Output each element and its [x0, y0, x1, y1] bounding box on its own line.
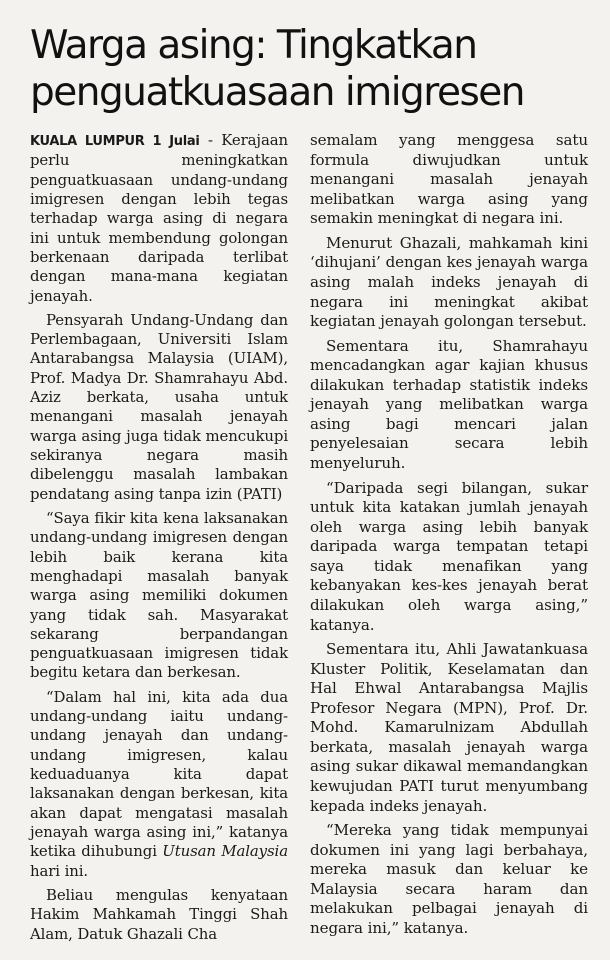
paragraph-text: Menurut Ghazali, mahkamah kini ‘dihujani’ dengan kes jenayah warga asing malah indeks jenayah di negara ini meningkat akibat kegiatan jenayah golongan tersebut. [310, 233, 588, 331]
article-column-right [310, 131, 588, 944]
paragraph-text: “Daripada segi bilangan, sukar untuk kita katakan jumlah jenayah oleh warga asing lebih banyak daripada warga tempatan tetapi saya tidak menafikan yang kebanyakan kes-kes jenayah berat dilakukan oleh warga asing,” katanya. [310, 478, 588, 634]
paragraph [310, 821, 588, 938]
article-column-left [30, 131, 288, 949]
newspaper-name: Utusan Malaysia [162, 842, 288, 861]
paragraph [310, 337, 588, 474]
headline-line-1: Warga asing: Tingkatkan [30, 23, 477, 68]
headline-line-2: penguatkuasaan imigresen [30, 70, 524, 115]
paragraph [310, 479, 588, 636]
paragraph-text: - Kerajaan perlu meningkatkan penguatkuasaan undang-undang imigresen dengan lebih tegas terhadap warga asing di negara ini untuk membendung golongan berkenaan daripada terlibat dengan mana-mana kegiatan jenayah. [30, 131, 288, 305]
paragraph-text: Pensyarah Undang-Undang dan Perlembagaan, Universiti Islam Antarabangsa Malaysia (UIAM), Prof. Madya Dr. Shamrahayu Abd. Aziz berkata, usaha untuk menangani masalah jenayah warga asing juga tidak mencukupi sekiranya negara masih dibelenggu masalah lambakan pendatang asing tanpa izin (PATI) [30, 310, 288, 503]
paragraph-text: semalam yang menggesa satu formula diwujudkan untuk menangani masalah jenayah melibatkan warga asing yang semakin meningkat di negara ini. [310, 131, 588, 228]
paragraph [30, 509, 288, 683]
paragraph [30, 311, 288, 504]
dateline: KUALA LUMPUR 1 Julai [30, 134, 200, 149]
paragraph-text: “Saya fikir kita kena laksanakan undang-undang imigresen dengan lebih baik kerana kita menghadapi masalah banyak warga asing memiliki dokumen yang tidak sah. Masyarakat sekarang berpandangan penguatkuasaan imigresen tidak begitu ketara dan berkesan. [30, 508, 288, 682]
paragraph [310, 131, 588, 229]
paragraph-text: hari ini. [30, 861, 89, 880]
paragraph [30, 131, 288, 306]
paragraph-text: “Dalam hal ini, kita ada dua undang-undang iaitu undang-undang jenayah dan undang-undang imigresen, kalau keduaduanya kita dapat laksanakan dengan berkesan, kita akan dapat mengatasi masalah jenayah warga asing ini,” katanya ketika dihubungi [30, 687, 288, 861]
paragraph-text: Sementara itu, Ahli Jawatankuasa Kluster Politik, Keselamatan dan Hal Ehwal Antarabangsa Majlis Profesor Negara (MPN), Prof. Dr. Mohd. Kamarulnizam Abdullah berkata, masalah jenayah warga asing sukar dikawal memandangkan kewujudan PATI turut menyumbang kepada indeks jenayah. [310, 640, 588, 815]
paragraph-text: Beliau mengulas kenyataan Hakim Mahkamah Tinggi Shah Alam, Datuk Ghazali Cha [30, 885, 288, 943]
paragraph [30, 688, 288, 881]
headline [30, 22, 590, 116]
paragraph [30, 886, 288, 944]
paragraph [310, 234, 588, 332]
paragraph-text: “Mereka yang tidak mempunyai dokumen ini yang lagi berbahaya, mereka masuk dan keluar ke Malaysia secara haram dan melakukan pelbagai jenayah di negara ini,” katanya. [310, 821, 588, 937]
paragraph-text: Sementara itu, Shamrahayu mencadangkan agar kajian khusus dilakukan terhadap statistik indeks jenayah yang melibatkan warga asing bagi mencari jalan penyelesaian secara lebih menyeluruh. [310, 336, 588, 472]
paragraph [310, 640, 588, 816]
